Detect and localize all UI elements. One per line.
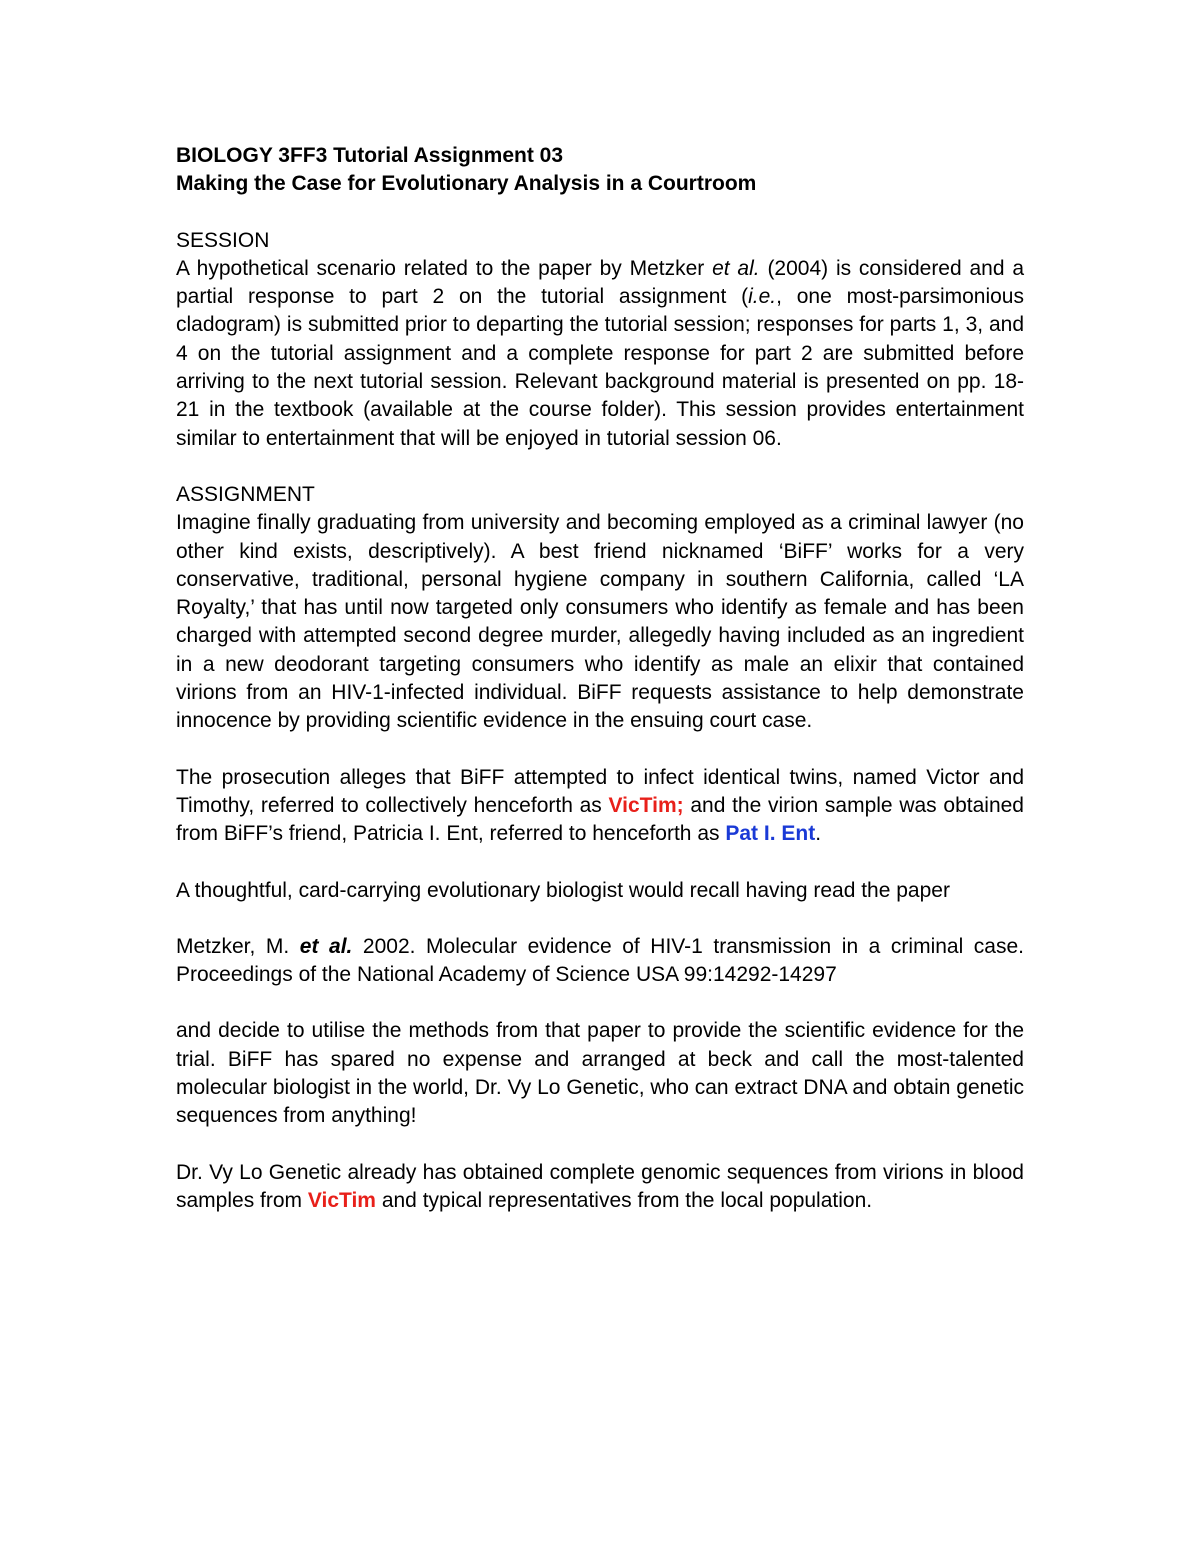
document-subtitle: Making the Case for Evolutionary Analysis in a Courtroom [176, 172, 757, 196]
document-title: BIOLOGY 3FF3 Tutorial Assignment 03 [176, 144, 564, 167]
prosecution-text-3: . [815, 822, 822, 846]
assignment-paragraph-3: A thoughtful, card-carrying evolutionary biologist would recall having read the paper [176, 878, 950, 902]
session-text-1: A hypothetical scenario related to the paper by Metzker [176, 256, 713, 280]
victim-name: VicTim; [608, 793, 684, 817]
session-text-3: , one most-parsimonious cladogram) is submitted prior to departing the tutorial session; responses for parts 1, 3, and 4 on the tutorial assignment and a complete response for part 2 are submitted before arriving to the next tutorial session. Relevant background material is presented on pp. 18-21 in the textbook (available at the course folder). This session provides entertainment similar to entertainment that will be enjoyed in tutorial session 06. [176, 285, 1024, 450]
document-page [176, 142, 1024, 1215]
reference-citation [176, 933, 1024, 990]
assignment-heading: ASSIGNMENT [176, 482, 315, 506]
prosecution-text-1: The prosecution alleges that BiFF attempted to infect identical twins, named Victor and Timothy, referred to collectively henceforth as [176, 765, 1024, 817]
reference-author: Metzker, M. [176, 934, 300, 958]
session-paragraph [176, 255, 1024, 453]
patient-name: Pat I. Ent [725, 822, 816, 846]
session-heading: SESSION [176, 228, 270, 252]
session-etal: et al. [712, 256, 760, 280]
assignment-paragraph-2 [176, 764, 1024, 849]
reference-details: 2002. Molecular evidence of HIV-1 transmission in a criminal case. Proceedings of the National Academy of Science USA 99:14292-14297 [176, 934, 1025, 987]
assignment-paragraph-1: Imagine finally graduating from university and becoming employed as a criminal lawyer (no other kind exists, descriptively). A best friend nicknamed ‘BiFF’ works for a very conservative, traditional, personal hygiene company in southern California, called ‘LA Royalty,’ that has until now targeted only consumers who identify as female and has been charged with attempted second degree murder, allegedly having included as an ingredient in a new deodorant targeting consumers who identify as male an elixir that contained virions from an HIV-1-infected individual. BiFF requests assistance to help demonstrate innocence by providing scientific evidence in the ensuing court case. [176, 511, 1024, 733]
genetic-text-2: and typical representatives from the local population. [375, 1188, 873, 1212]
session-text-2: (2004) is considered and a partial response to part 2 on the tutorial assignment ( [176, 256, 1025, 309]
session-ie: i.e. [748, 285, 777, 309]
assignment-paragraph-5 [176, 1159, 1024, 1216]
assignment-paragraph-4: and decide to utilise the methods from that paper to provide the scientific evidence for the trial. BiFF has spared no expense and arranged at beck and call the most-talented molecular biologist in the world, Dr. Vy Lo Genetic, who can extract DNA and obtain genetic sequences from anything! [176, 1019, 1024, 1128]
victim-name-2: VicTim [307, 1188, 376, 1212]
genetic-text-1: Dr. Vy Lo Genetic already has obtained complete genomic sequences from virions in blood samples from [176, 1160, 1024, 1212]
prosecution-text-2: and the virion sample was obtained from BiFF’s friend, Patricia I. Ent, referred to henceforth as [176, 793, 1024, 846]
reference-etal: et al. [299, 934, 353, 958]
